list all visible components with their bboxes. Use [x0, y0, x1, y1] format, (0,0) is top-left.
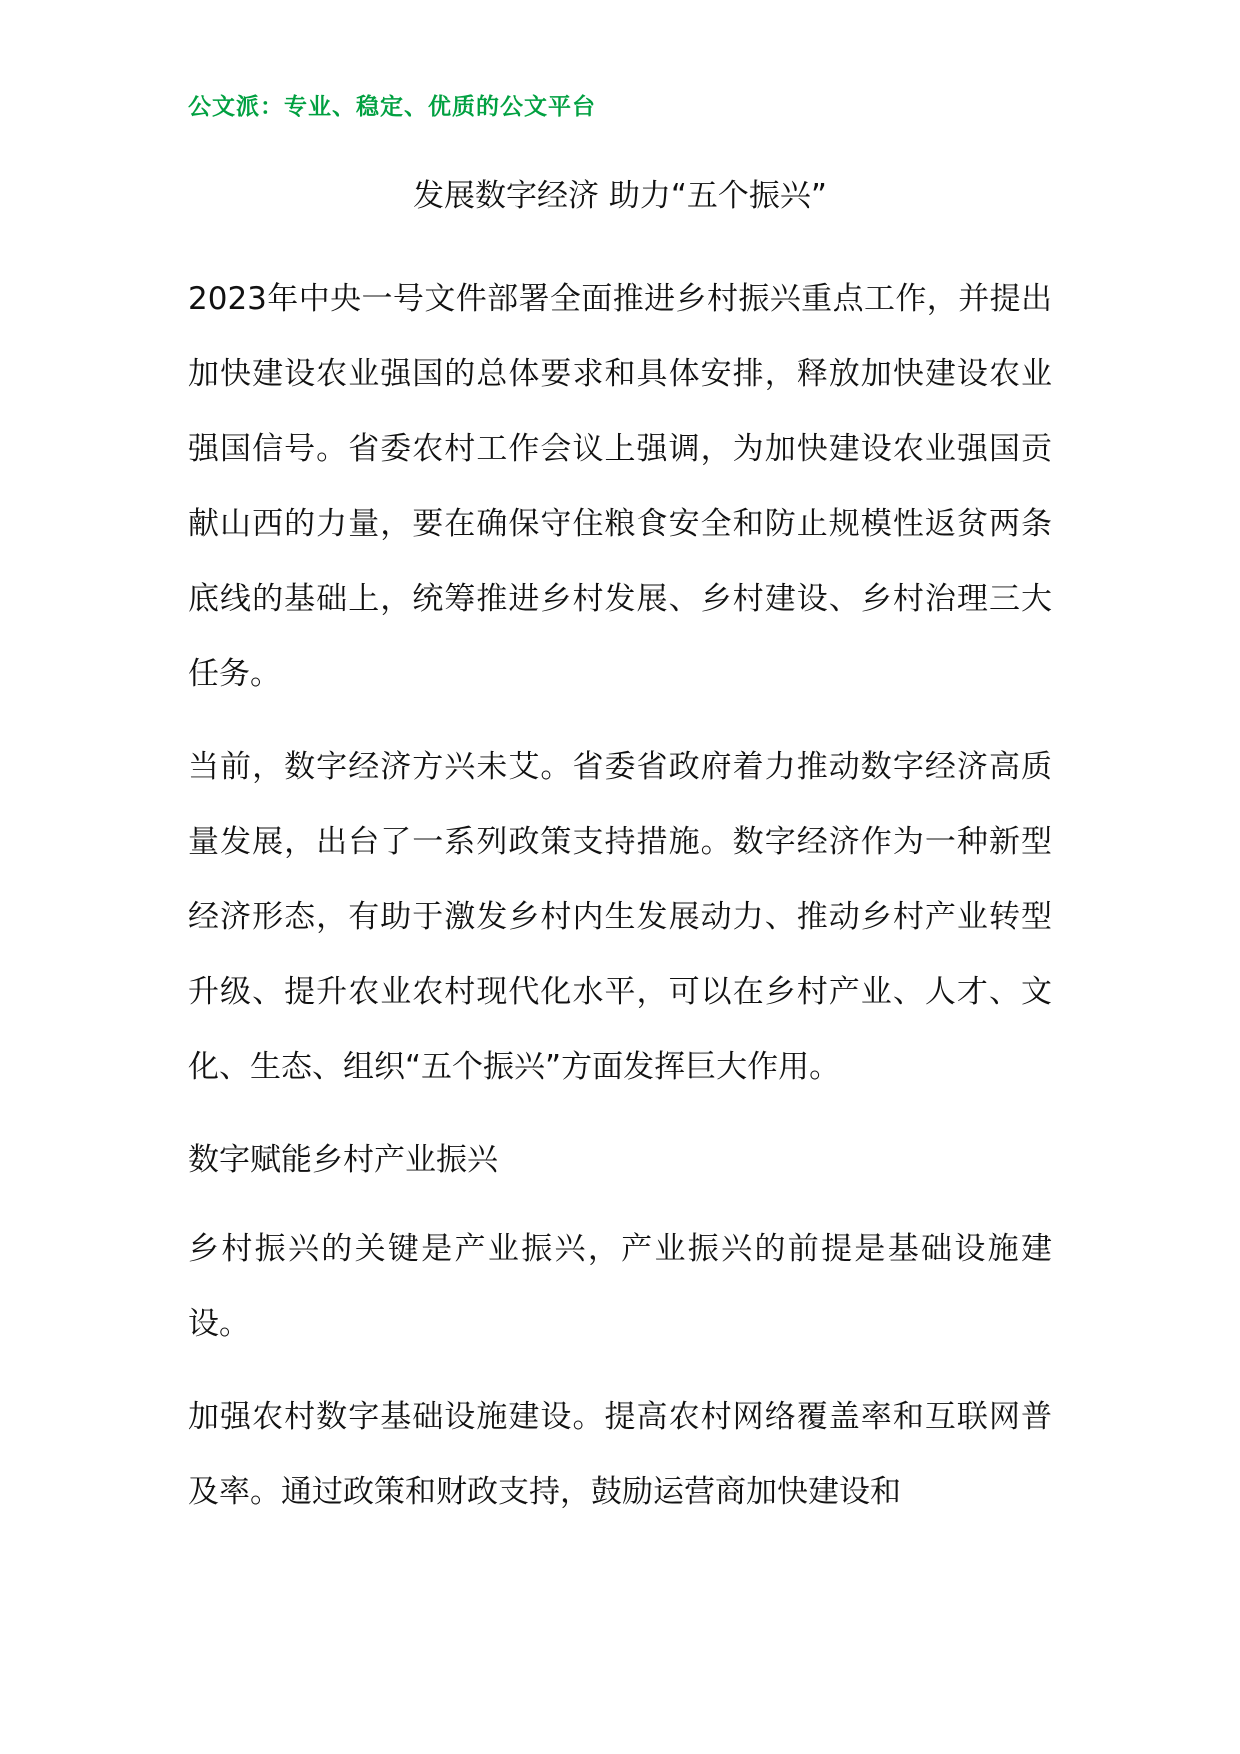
paragraph-infrastructure: 加强农村数字基础设施建设。提高农村网络覆盖率和互联网普及率。通过政策和财政支持，鼓励运营商加快建设和: [188, 1399, 1052, 1510]
header-brand-text: 公文派：专业、稳定、优质的公文平台: [188, 94, 596, 120]
document-title: 发展数字经济 助力“五个振兴”: [413, 178, 827, 214]
section-heading: 数字赋能乡村产业振兴: [188, 1142, 498, 1178]
paragraph-digital-economy: 当前，数字经济方兴未艾。省委省政府着力推动数字经济高质量发展，出台了一系列政策支持措施。数字经济作为一种新型经济形态，有助于激发乡村内生发展动力、推动乡村产业转型升级、提升农业农村现代化水平，可以在乡村产业、人才、文化、生态、组织“五个振兴”方面发挥巨大作用。: [188, 749, 1052, 1085]
paragraph-intro: 2023年中央一号文件部署全面推进乡村振兴重点工作，并提出加快建设农业强国的总体要求和具体安排，释放加快建设农业强国信号。省委农村工作会议上强调，为加快建设农业强国贡献山西的力量，要在确保守住粮食安全和防止规模性返贫两条底线的基础上，统筹推进乡村发展、乡村建设、乡村治理三大任务。: [188, 281, 1052, 692]
document-body: [188, 262, 1052, 1548]
paragraph-industry-key: 乡村振兴的关键是产业振兴，产业振兴的前提是基础设施建设。: [188, 1231, 1052, 1342]
